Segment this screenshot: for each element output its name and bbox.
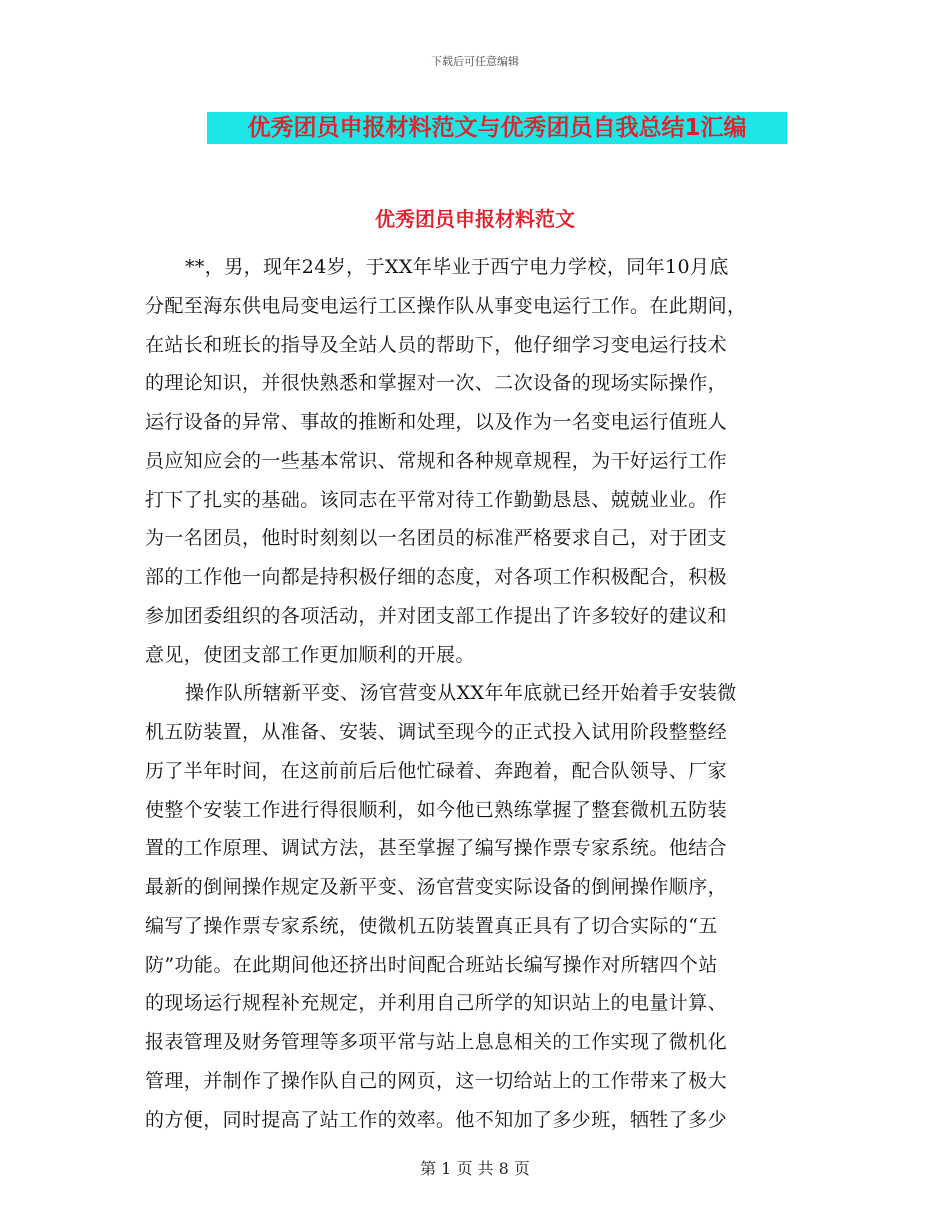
paragraph-line: **，男，现年24岁，于XX年毕业于西宁电力学校，同年10月底 [185,256,729,278]
paragraph-line: 的理论知识，并很快熟悉和掌握对一次、二次设备的现场实际操作， [145,372,728,395]
paragraph-line: 操作队所辖新平变、汤官营变从XX年年底就已经开始着手安装微 [185,682,737,705]
paragraph-line: 编写了操作票专家系统，使微机五防装置真正具有了切合实际的“五 [145,914,718,937]
paragraph-line: 员应知应会的一些基本常识、常规和各种规章规程，为干好运行工作 [145,449,728,472]
paragraph-line: 分配至海东供电局变电运行工区操作队从事变电运行工作。在此期间， [145,294,747,317]
paragraph-line: 部的工作他一向都是持积极仔细的态度，对各项工作积极配合，积极 [145,566,728,588]
paragraph-line: 报表管理及财务管理等多项平常与站上息息相关的工作实现了微机化 [145,1031,728,1053]
paragraph-line: 最新的倒闸操作规定及新平变、汤官营变实际设备的倒闸操作顺序， [145,876,728,898]
paragraph-line: 运行设备的异常、事故的推断和处理，以及作为一名变电运行值班人 [145,411,728,433]
paragraph-line: 历了半年时间，在这前前后后他忙碌着、奔跑着，配合队领导、厂家 [145,759,728,782]
main-title: 优秀团员申报材料范文与优秀团员自我总结1汇编 [247,115,747,141]
paragraph-line: 在站长和班长的指导及全站人员的帮助下，他仔细学习变电运行技术 [145,333,728,356]
paragraph-line: 意见，使团支部工作更加顺利的开展。 [145,643,475,666]
paragraph-line: 使整个安装工作进行得很顺利，如今他已熟练掌握了整套微机五防装 [145,798,728,821]
header-note: 下载后可任意编辑 [431,55,519,68]
main-title-highlight [207,112,787,144]
paragraph-line: 置的工作原理、调试方法，甚至掌握了编写操作票专家系统。他结合 [145,837,728,860]
paragraph-line: 防”功能。在此期间他还挤出时间配合班站长编写操作对所辖四个站 [145,953,718,976]
body-text [145,248,807,1139]
page-footer: 第 1 页 共 8 页 [420,1159,530,1178]
section-title: 优秀团员申报材料范文 [375,207,575,231]
paragraph-line: 管理，并制作了操作队自己的网页，这一切给站上的工作带来了极大 [145,1069,728,1092]
paragraph-line: 打下了扎实的基础。该同志在平常对待工作勤勤恳恳、兢兢业业。作 [145,488,728,511]
paragraph-line: 为一名团员，他时时刻刻以一名团员的标准严格要求自己，对于团支 [145,527,728,550]
paragraph-line: 的方便，同时提高了站工作的效率。他不知加了多少班，牺牲了多少 [145,1108,728,1131]
paragraph-line: 机五防装置，从准备、安装、调试至现今的正式投入试用阶段整整经 [145,721,728,743]
paragraph-line: 的现场运行规程补充规定，并利用自己所学的知识站上的电量计算、 [145,992,728,1015]
paragraph-line: 参加团委组织的各项活动，并对团支部工作提出了许多较好的建议和 [145,604,728,627]
